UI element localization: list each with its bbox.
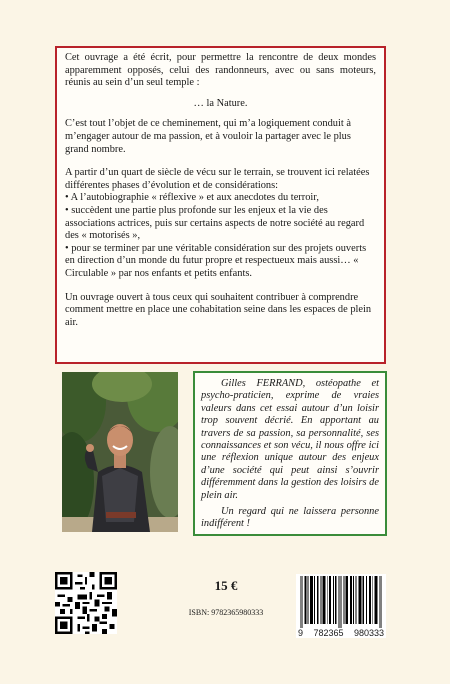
author-bio: Gilles FERRAND, ostéopathe et psycho-praticien, exprime de vraies valeurs dans cet essai autour d’un loisir trop souvent décrié. En apportant au travers de sa passion, sa personnalité, ses connaissances et son vécu, il nous offre ici une réflexion unique autour des enjeux d’une société qui peut ainsi s’ouvrir différemment dans la gestion des loisirs de plein air.	[201, 378, 379, 501]
bullet-associations: • succèdent une partie plus profonde sur les enjeux et la vie des associations actrices, puis sur certains aspects de notre société au regard des « motorisés »,	[65, 204, 365, 242]
barcode-digits	[296, 628, 386, 638]
price-label: 15 €	[214, 578, 238, 593]
isbn-label: ISBN: 9782365980333	[188, 608, 264, 617]
description-box	[55, 46, 386, 364]
barcode-icon	[296, 574, 386, 628]
quarter-paragraph: A partir d’un quart de siècle de vécu sur le terrain, se trouvent ici relatées différentes phases d’évolution et de considérations:	[65, 167, 370, 191]
closing-paragraph: Un ouvrage ouvert à tous ceux qui souhaitent contribuer à comprendre comment mettre en place une cohabitation seine dans les espaces de plein air.	[65, 291, 372, 328]
bullet-future: • pour se terminer par une véritable considération sur des projets ouverts en direction d’un monde du futur propre et respectueux mais aussi… « Circulable » par nos enfants et petits enfants.	[65, 242, 367, 279]
author-tagline: Un regard qui ne laissera personne indifférent !	[201, 506, 379, 530]
author-photo	[62, 372, 178, 532]
barcode-digit-prefix: 9	[298, 628, 304, 638]
qr-code-icon	[55, 572, 117, 634]
author-box	[193, 371, 387, 536]
bullet-autobiography: • A l’autobiographie « réflexive » et aux anecdotes du terroir,	[65, 192, 319, 204]
path-paragraph: C’est tout l’objet de ce cheminement, qui m’a logiquement conduit à m’engager autour de ma passion, et à vouloir la partager avec le plus grand nombre.	[65, 118, 351, 155]
intro-paragraph: Cet ouvrage a été écrit, pour permettre la rencontre de deux mondes apparemment opposés, celui des randonneurs, avec ou sans moteurs, réunis au sein d’un seul temple :	[65, 52, 376, 89]
nature-line: … la Nature.	[193, 97, 248, 109]
barcode-digits-left: 782365	[313, 628, 344, 638]
barcode-digits-right: 980333	[353, 628, 384, 638]
